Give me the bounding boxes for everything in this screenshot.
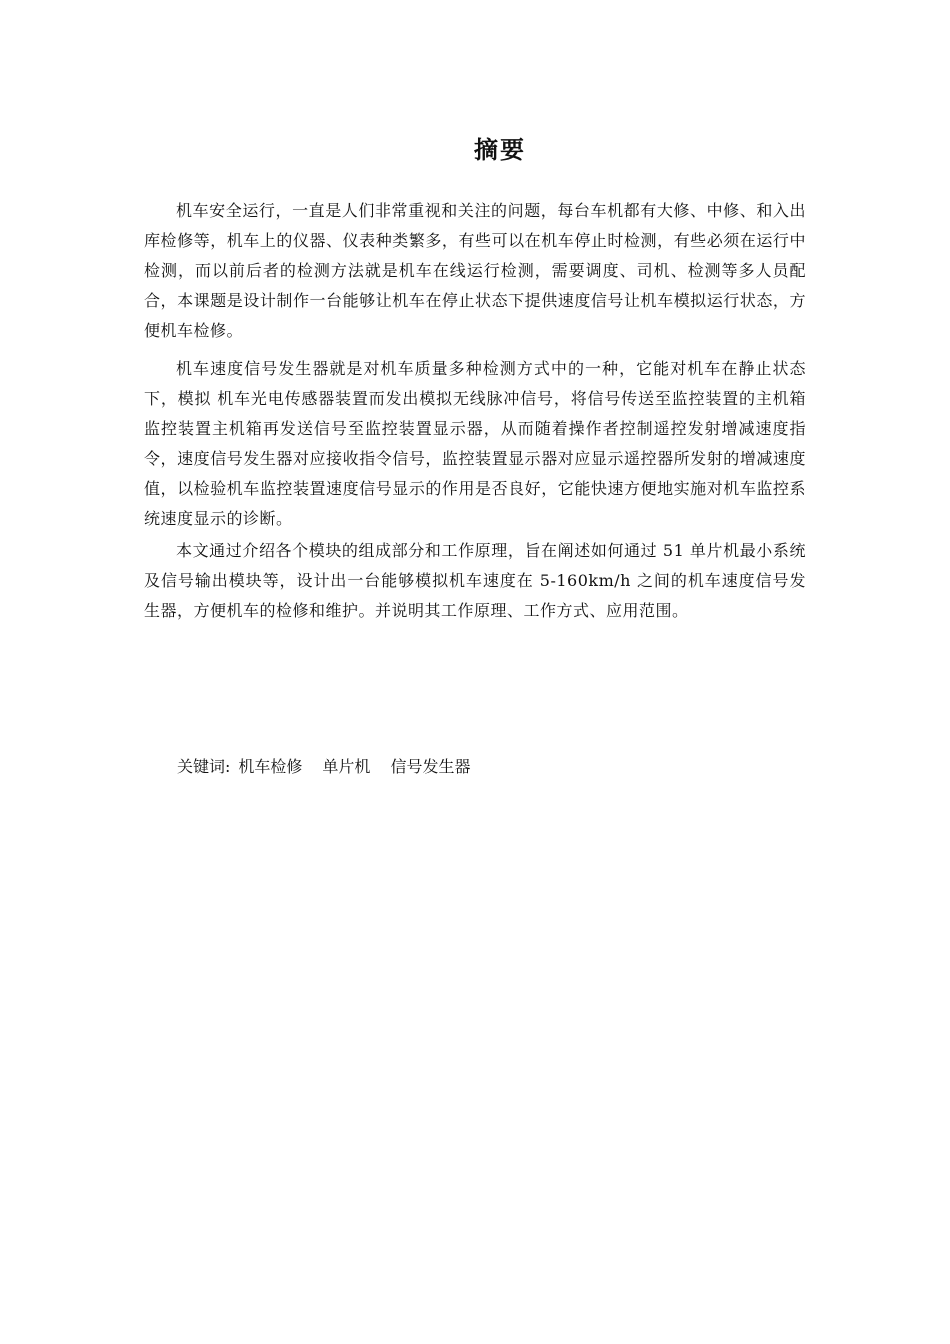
keywords-label: 关键词:	[177, 757, 231, 776]
keyword-item: 机车检修	[238, 757, 303, 776]
keywords-line	[177, 752, 490, 782]
abstract-paragraph-1: 机车安全运行，一直是人们非常重视和关注的问题，每台车机都有大修、中修、和入出库检修等，机车上的仪器、仪表种类繁多，有些可以在机车停止时检测，有些必须在运行中检测，而以前后者的检测方法就是机车在线运行检测，需要调度、司机、检测等多人员配合，本课题是设计制作一台能够让机车在停止状态下提供速度信号让机车模拟运行状态，方便机车检修。	[144, 201, 806, 340]
abstract-paragraph-3: 本文通过介绍各个模块的组成部分和工作原理，旨在阐述如何通过 51 单片机最小系统及信号输出模块等，设计出一台能够模拟机车速度在 5-160km/h 之间的机车速度信号发生器，方便机车的检修和维护。并说明其工作原理、工作方式、应用范围。	[144, 541, 806, 620]
keyword-item: 信号发生器	[390, 757, 471, 776]
abstract-body	[144, 196, 806, 626]
page-title: 摘要	[474, 136, 526, 164]
abstract-paragraph-2: 机车速度信号发生器就是对机车质量多种检测方式中的一种，它能对机车在静止状态下，模拟 机车光电传感器装置而发出模拟无线脉冲信号，将信号传送至监控装置的主机箱监控装置主机箱再发送信号至监控装置显示器，从而随着操作者控制遥控发射增减速度指令，速度信号发生器对应接收指令信号，监控装置显示器对应显示遥控器所发射的增减速度值，以检验机车监控装置速度信号显示的作用是否良好，它能快速方便地实施对机车监控系统速度显示的诊断。	[144, 359, 806, 528]
keyword-item: 单片机	[322, 757, 371, 776]
